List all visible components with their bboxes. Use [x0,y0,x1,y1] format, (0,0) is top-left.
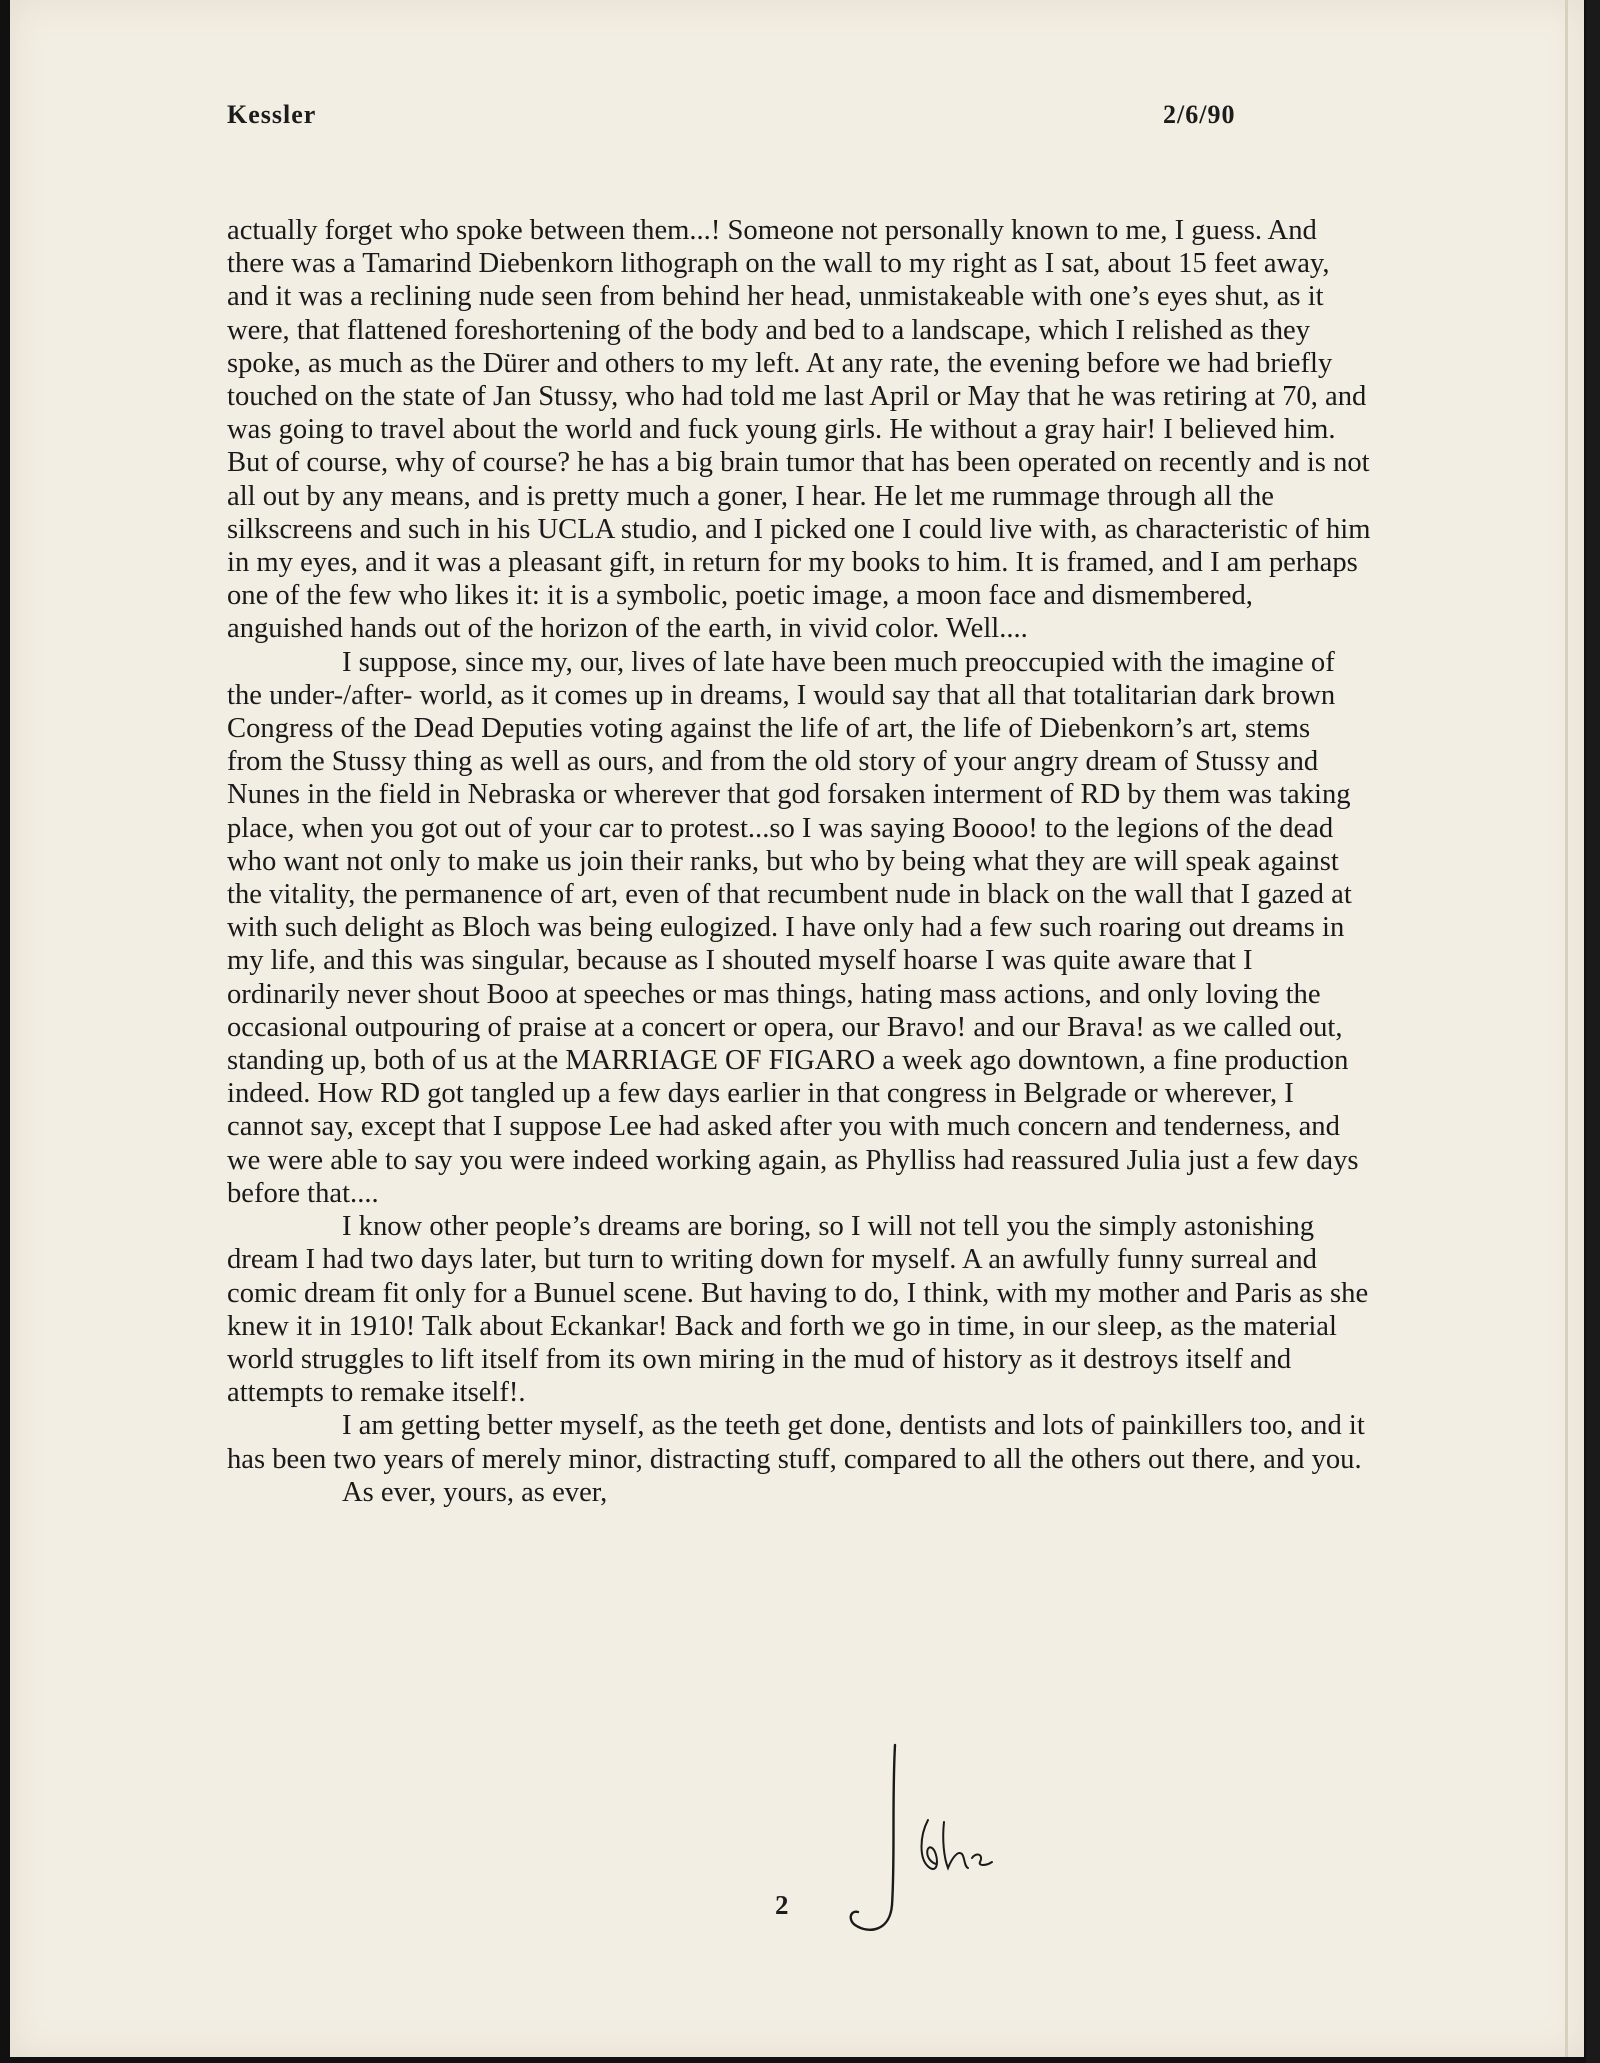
paragraph-3: I know other people’s dreams are boring, so I will not tell you the simply astonishing dream I had two days later, but turn to writing down for myself. A an awfully funny surreal and comic dream fit only for a Bunuel scene. But having to do, I think, with my mother and Paris as she knew it in 1910! Talk about Eckankar! Back and forth we go in time, in our sleep, as the material world struggles to lift itself from its own miring in the mud of history as it destroys itself and attempts to remake itself!. [227,1211,1369,1409]
handwritten-signature-icon [840,1740,1020,1940]
dark-edge-strip [1586,0,1600,2063]
paper-edge-fold [1565,0,1568,2057]
paragraph-2: I suppose, since my, our, lives of late have been much preoccupied with the imagine of the under-/after- world, as it comes up in dreams, I would say that all that totalitarian dark brown Congress of the Dead Deputies voting against the life of art, the life of Diebenkorn’s art, stems from the Stussy thing as well as ours, and from the old story of your angry dream of Stussy and Nunes in the field in Nebraska or wherever that god forsaken interment of RD by them was taking place, when you got out of your car to protest...so I was saying Boooo! to the legions of the dead who want not only to make us join their ranks, but who by being what they are will speak against the vitality, the permanence of art, even of that recumbent nude in black on the wall that I gazed at with such delight as Bloch was being eulogized. I have only had a few such roaring out dreams in my life, and this was singular, because as I shouted myself hoarse I was quite aware that I ordinarily never shout Booo at speeches or mas things, hating mass actions, and only loving the occasional outpouring of praise at a concert or opera, our Bravo! and our Brava! as we called out, standing up, both of us at the MARRIAGE OF FIGARO a week ago downtown, a fine production indeed. How RD got tangled up a few days earlier in that congress in Belgrade or wherever, I cannot say, except that I suppose Lee had asked after you with much concern and tenderness, and we were able to say you were indeed working again, as Phylliss had reassured Julia just a few days before that.... [227,646,1359,1209]
letter-body [227,214,1372,1509]
page-number: 2 [775,1890,789,1920]
paragraph-4: I am getting better myself, as the teeth get done, dentists and lots of painkillers too, and it has been two years of merely minor, distracting stuff, compared to all the others out there, and you. [227,1410,1365,1475]
paragraph-1: actually forget who spoke between them...! Someone not personally known to me, I guess. And there was a Tamarind Diebenkorn lithograph on the wall to my right as I sat, about 15 feet away, and it was a reclining nude seen from behind her head, unmistakeable with one’s eyes shut, as it were, that flattened foreshortening of the body and bed to a landscape, which I relished as they spoke, as much as the Dürer and others to my left. At any rate, the evening before we had briefly touched on the state of Jan Stussy, who had told me last April or May that he was retiring at 70, and was going to travel about the world and fuck young girls. He without a gray hair! I believed him. But of course, why of course? he has a big brain tumor that has been operated on recently and is not all out by any means, and is pretty much a goner, I hear. He let me rummage through all the silkscreens and such in his UCLA studio, and I picked one I could live with, as characteristic of him in my eyes, and it was a pleasant gift, in return for my books to him. It is framed, and I am perhaps one of the few who likes it: it is a symbolic, poetic image, a moon face and dismembered, anguished hands out of the horizon of the earth, in vivid color. Well.... [227,215,1371,645]
header-date: 2/6/90 [1163,100,1236,129]
header-recipient: Kessler [227,100,317,129]
closing-line: As ever, yours, as ever, [342,1476,608,1508]
